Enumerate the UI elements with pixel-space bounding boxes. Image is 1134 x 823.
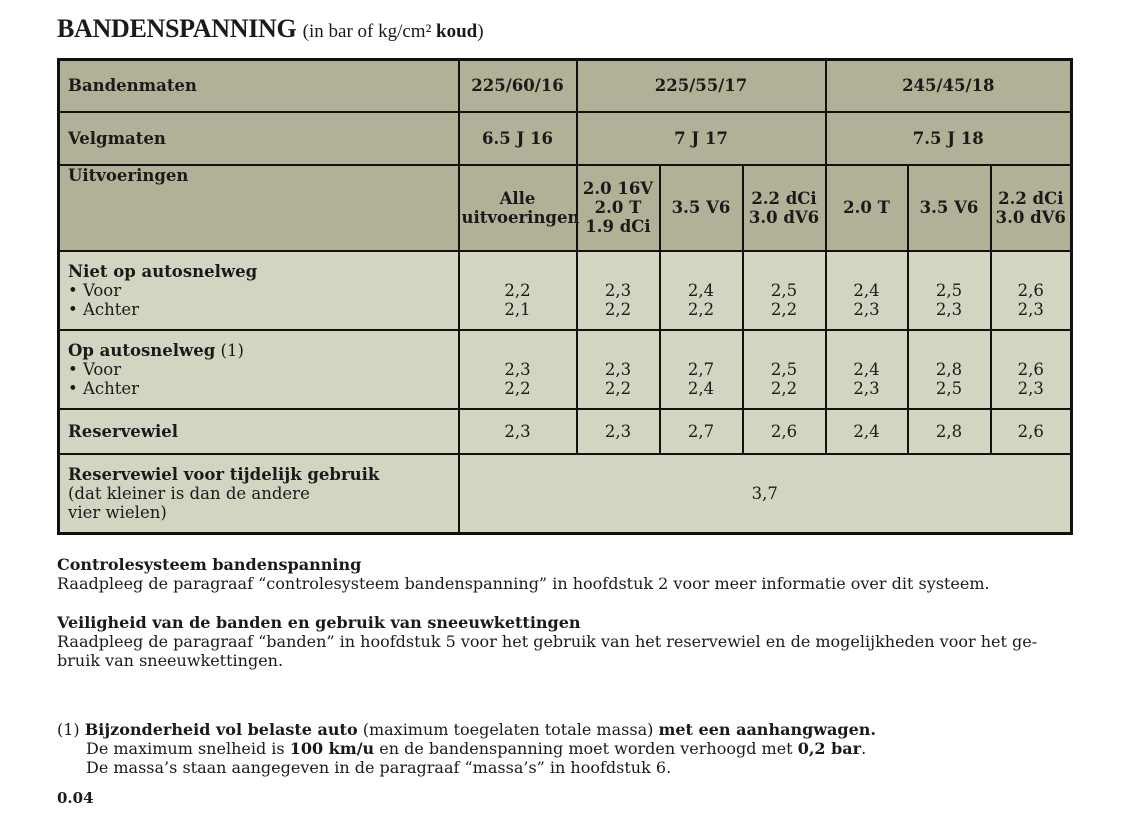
section-pressure-monitoring <box>57 555 1070 593</box>
version-1: Alle uitvoeringen <box>459 165 577 251</box>
pressure-cell: 2,4 2,3 <box>826 330 908 409</box>
pressure-cell: 2,3 <box>459 409 577 454</box>
tire-size-2: 225/55/17 <box>577 60 826 112</box>
pressure-cell: 2,7 <box>660 409 743 454</box>
pressure-cell: 2,6 2,3 <box>991 251 1072 330</box>
version-4: 2.2 dCi 3.0 dV6 <box>743 165 826 251</box>
row-tire-sizes <box>59 60 1072 112</box>
pressure-cell: 2,4 2,2 <box>660 251 743 330</box>
pressure-cell: 2,3 2,2 <box>577 251 660 330</box>
footnote-line: De massa’s staan aangegeven in de paragraaf “massa’s” in hoofdstuk 6. <box>86 758 672 777</box>
tire-pressure-table <box>57 58 1073 535</box>
rim-size-3: 7.5 J 18 <box>826 112 1072 165</box>
title-subtitle: (in bar of kg/cm² koud) <box>302 21 484 42</box>
label-not-highway: Niet op autosnelweg • Voor • Achter <box>59 251 459 330</box>
pressure-cell: 2,8 2,5 <box>908 330 991 409</box>
section-text: Raadpleeg de paragraaf “banden” in hoofdstuk 5 voor het gebruik van het reservewiel en de mogelijkheden voor het ge- <box>57 632 1038 651</box>
label-highway: Op autosnelweg (1) • Voor • Achter <box>59 330 459 409</box>
pressure-cell: 2,3 <box>577 409 660 454</box>
row-highway <box>59 330 1072 409</box>
section-heading: Controlesysteem bandenspanning <box>57 555 362 574</box>
label-tire-sizes: Bandenmaten <box>59 60 459 112</box>
label-temporary-spare: Reservewiel voor tijdelijk gebruik (dat kleiner is dan de andere vier wielen) <box>59 454 459 534</box>
pressure-cell: 2,4 <box>826 409 908 454</box>
label-rim-sizes: Velgmaten <box>59 112 459 165</box>
pressure-cell: 2,4 2,3 <box>826 251 908 330</box>
version-7: 2.2 dCi 3.0 dV6 <box>991 165 1072 251</box>
row-rim-sizes <box>59 112 1072 165</box>
section-heading: Veiligheid van de banden en gebruik van sneeuwkettingen <box>57 613 581 632</box>
version-2: 2.0 16V 2.0 T 1.9 dCi <box>577 165 660 251</box>
pressure-cell: 2,5 2,3 <box>908 251 991 330</box>
pressure-cell: 2,5 2,2 <box>743 330 826 409</box>
pressure-cell: 2,3 2,2 <box>459 330 577 409</box>
footnote-line: De maximum snelheid is 100 km/u en de bandenspanning moet worden verhoogd met 0,2 bar. <box>86 739 867 758</box>
row-temporary-spare <box>59 454 1072 534</box>
label-versions: Uitvoeringen <box>59 165 459 251</box>
version-3: 3.5 V6 <box>660 165 743 251</box>
temporary-spare-value: 3,7 <box>459 454 1072 534</box>
pressure-cell: 2,3 2,2 <box>577 330 660 409</box>
row-spare <box>59 409 1072 454</box>
version-5: 2.0 T <box>826 165 908 251</box>
row-not-highway <box>59 251 1072 330</box>
pressure-cell: 2,6 2,3 <box>991 330 1072 409</box>
footnote-line: (1) Bijzonderheid vol belaste auto (maximum toegelaten totale massa) met een aanhangwagen. <box>57 720 876 739</box>
pressure-cell: 2,5 2,2 <box>743 251 826 330</box>
tire-size-3: 245/45/18 <box>826 60 1072 112</box>
page-number: 0.04 <box>57 789 94 807</box>
version-6: 3.5 V6 <box>908 165 991 251</box>
pressure-cell: 2,6 <box>743 409 826 454</box>
section-tire-safety <box>57 613 1070 670</box>
pressure-cell: 2,7 2,4 <box>660 330 743 409</box>
pressure-cell: 2,6 <box>991 409 1072 454</box>
label-spare: Reservewiel <box>59 409 459 454</box>
section-text: bruik van sneeuwkettingen. <box>57 651 284 670</box>
title-main: BANDENSPANNING <box>57 14 297 43</box>
pressure-cell: 2,2 2,1 <box>459 251 577 330</box>
footnote <box>57 720 876 777</box>
rim-size-2: 7 J 17 <box>577 112 826 165</box>
section-text: Raadpleeg de paragraaf “controlesysteem bandenspanning” in hoofdstuk 2 voor meer informatie over dit systeem. <box>57 574 990 593</box>
rim-size-1: 6.5 J 16 <box>459 112 577 165</box>
pressure-cell: 2,8 <box>908 409 991 454</box>
tire-size-1: 225/60/16 <box>459 60 577 112</box>
page-title <box>57 14 484 44</box>
row-versions <box>59 165 1072 251</box>
